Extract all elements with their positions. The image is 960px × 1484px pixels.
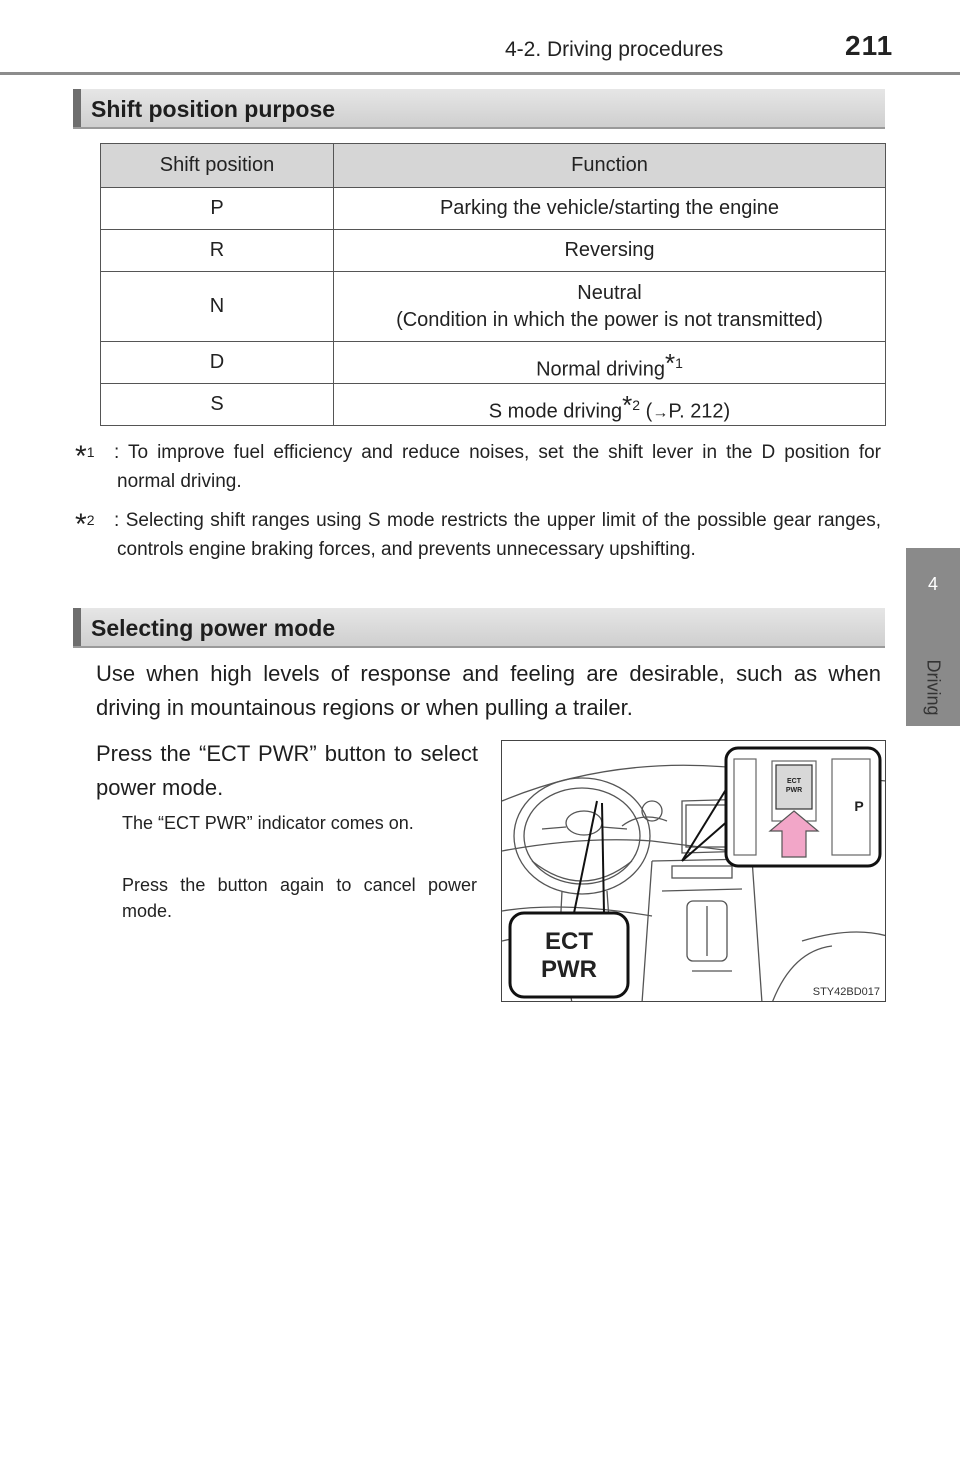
p-button-label: P — [854, 798, 864, 814]
function-line: (Condition in which the power is not transmitted) — [396, 308, 823, 331]
dashboard-drawing — [502, 741, 886, 1002]
table-row — [101, 384, 886, 426]
page-section-title: 4-2. Driving procedures — [505, 38, 724, 61]
section-heading-power-mode — [73, 608, 885, 648]
power-mode-intro: Use when high levels of response and feeling are desirable, such as when driving in mountainous regions or when pulling a trailer. — [96, 661, 881, 720]
function-cell — [334, 342, 886, 384]
pwr-callout-label: PWR — [541, 956, 597, 983]
chapter-tab-label-text: Driving — [923, 658, 944, 716]
page-number: 211 — [845, 30, 894, 61]
section-heading-shift-position — [73, 89, 885, 129]
table-row — [101, 342, 886, 384]
footnote-text: : To improve fuel efficiency and reduce noises, set the shift lever in the D position for normal driving. — [114, 442, 881, 492]
shift-position-cell: R — [101, 230, 334, 272]
power-mode-note-indicator: The “ECT PWR” indicator comes on. — [122, 813, 414, 833]
arrow-icon: → — [652, 404, 669, 422]
section-heading-title: Shift position purpose — [91, 96, 336, 122]
footnote-1 — [75, 438, 881, 496]
function-text: Normal driving — [536, 358, 665, 381]
pwr-button-label: PWR — [785, 787, 803, 794]
function-cell: Parking the vehicle/starting the engine — [334, 188, 886, 230]
table-row — [101, 230, 886, 272]
shift-position-cell: D — [101, 342, 334, 384]
function-line: Neutral — [577, 281, 642, 304]
table-header-cell: Shift position — [101, 144, 334, 188]
section-heading-title: Selecting power mode — [91, 615, 336, 641]
table-row — [101, 188, 886, 230]
footnote-reference: *2 — [622, 389, 641, 420]
footnote-mark: *$^2$ — [75, 508, 95, 542]
header-rule — [0, 72, 960, 75]
footnote-mark: *$^1$ — [75, 440, 95, 474]
chapter-tab-number: 4 — [927, 574, 938, 594]
function-cell: Reversing — [334, 230, 886, 272]
shift-position-cell: N — [101, 272, 334, 342]
footnote-text: : Selecting shift ranges using S mode restricts the upper limit of the possible gear ranges, controls engine braking forces, and prevents unnecessary upshifting. — [114, 510, 881, 560]
table-header-cell: Function — [334, 144, 886, 188]
shift-position-cell: S — [101, 384, 334, 426]
function-text: S mode driving — [488, 400, 623, 423]
page-reference[interactable]: P. 212) — [668, 400, 731, 423]
footnote-2 — [75, 506, 881, 564]
illustration-code: STY42BD017 — [812, 986, 880, 998]
ect-pwr-illustration — [501, 740, 886, 1002]
shift-position-cell: P — [101, 188, 334, 230]
power-mode-note-cancel: Press the button again to cancel power mode. — [122, 875, 477, 921]
ect-callout-label: ECT — [545, 928, 593, 955]
table-header-row — [101, 144, 886, 188]
chapter-tab-label — [906, 648, 960, 726]
ect-button-label: ECT — [787, 778, 801, 785]
shift-position-table — [100, 143, 886, 426]
table-row — [101, 272, 886, 342]
power-mode-instruction: Press the “ECT PWR” button to select power mode. — [96, 741, 478, 800]
section-heading-accent — [73, 89, 81, 127]
function-cell: S mode driving$^{*2}$ (→P. 212) — [334, 384, 886, 426]
footnote-reference: *1 — [665, 347, 683, 378]
section-heading-accent — [73, 608, 81, 646]
function-cell — [334, 272, 886, 342]
